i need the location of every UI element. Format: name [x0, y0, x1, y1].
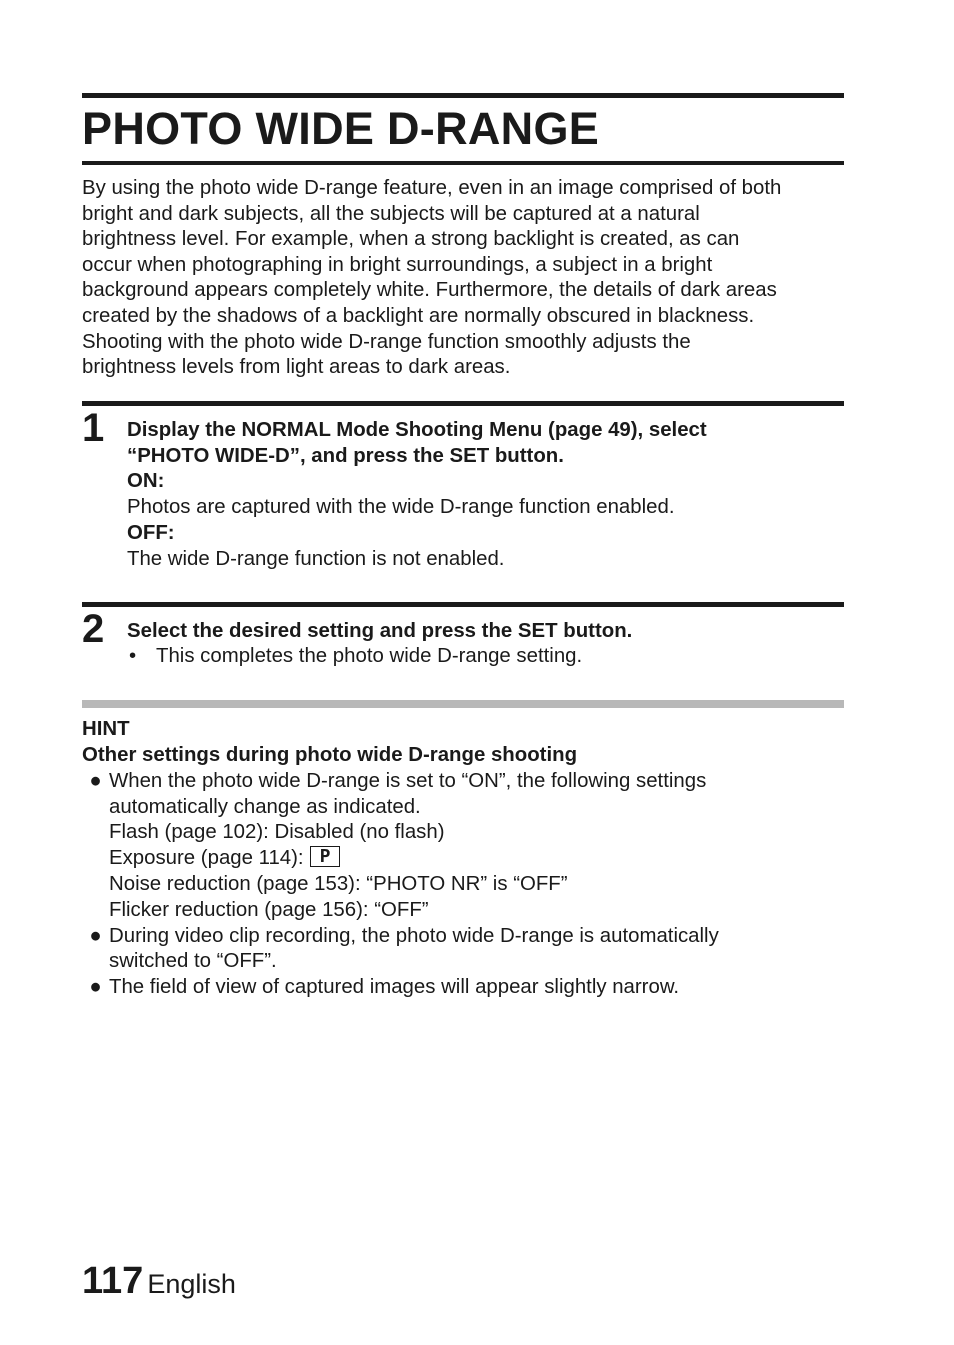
on-label: ON:: [127, 470, 165, 493]
hint-line: automatically change as indicated.: [109, 795, 421, 818]
hint-rule: [82, 700, 844, 708]
program-mode-icon: P: [310, 846, 341, 867]
off-label: OFF:: [127, 521, 175, 544]
intro-line: brightness levels from light areas to dark areas.: [82, 356, 511, 379]
step-2-bullet-item: [127, 644, 844, 670]
step-2-body: [127, 607, 844, 671]
intro-paragraph: [82, 176, 844, 381]
page-number: 117: [82, 1260, 144, 1302]
intro-line: Shooting with the photo wide D-range function smoothly adjusts the: [82, 330, 691, 353]
hint-body: [82, 708, 844, 1001]
language-label: English: [147, 1269, 236, 1299]
exposure-label: Exposure (page 114):: [109, 847, 304, 870]
intro-line: brightness level. For example, when a strong backlight is created, as can: [82, 228, 740, 251]
page-title: PHOTO WIDE D-RANGE: [82, 103, 600, 154]
step-2-heading: Select the desired setting and press the SET button.: [127, 619, 633, 642]
page-footer: [82, 1260, 236, 1303]
hint-item-1-text: [109, 769, 844, 924]
step-2-number: 2: [82, 606, 105, 651]
hint-label: HINT: [82, 718, 130, 741]
intro-line: background appears completely white. Furthermore, the details of dark areas: [82, 279, 777, 302]
step-1-heading-line-1: Display the NORMAL Mode Shooting Menu (page 49), select: [127, 418, 707, 441]
hint-item-1: [82, 769, 844, 924]
hint-line: During video clip recording, the photo wide D-range is automatically: [109, 924, 719, 947]
hint-line: switched to “OFF”.: [109, 950, 277, 973]
hint-item-3-text: The field of view of captured images will appear slightly narrow.: [109, 976, 680, 999]
step-2-bullet-text: This completes the photo wide D-range setting.: [156, 645, 583, 668]
step-1-heading-line-2: “PHOTO WIDE-D”, and press the SET button.: [127, 444, 564, 467]
title-top-rule: [82, 93, 844, 98]
hint-section: [82, 700, 844, 1001]
noise-reduction-setting: Noise reduction (page 153): “PHOTO NR” is “OFF”: [109, 872, 568, 895]
hint-line: When the photo wide D-range is set to “ON”, the following settings: [109, 769, 707, 792]
intro-line: bright and dark subjects, all the subjects will be captured at a natural: [82, 202, 700, 225]
title-bottom-rule: [82, 161, 844, 165]
flash-setting: Flash (page 102): Disabled (no flash): [109, 821, 445, 844]
manual-page: [82, 93, 844, 1001]
bullet-icon: ●: [89, 976, 102, 999]
hint-item-3: [82, 975, 844, 1001]
hint-item-2: [82, 924, 844, 976]
step-2: [82, 602, 844, 671]
intro-line: occur when photographing in bright surroundings, a subject in a bright: [82, 253, 713, 276]
step-1-body: [127, 406, 844, 573]
intro-line: By using the photo wide D-range feature, even in an image comprised of both: [82, 177, 782, 199]
on-description: Photos are captured with the wide D-range function enabled.: [127, 496, 675, 519]
hint-subtitle: Other settings during photo wide D-range shooting: [82, 743, 578, 766]
exposure-setting: [109, 846, 844, 872]
hint-item-2-text: [109, 924, 844, 976]
off-description: The wide D-range function is not enabled.: [127, 547, 505, 570]
flicker-reduction-setting: Flicker reduction (page 156): “OFF”: [109, 898, 429, 921]
bullet-icon: •: [129, 645, 137, 668]
step-1: [82, 401, 844, 573]
step-1-number: 1: [82, 405, 105, 450]
intro-line: created by the shadows of a backlight are normally obscured in blackness.: [82, 304, 755, 327]
bullet-icon: ●: [89, 924, 102, 947]
bullet-icon: ●: [89, 769, 102, 792]
